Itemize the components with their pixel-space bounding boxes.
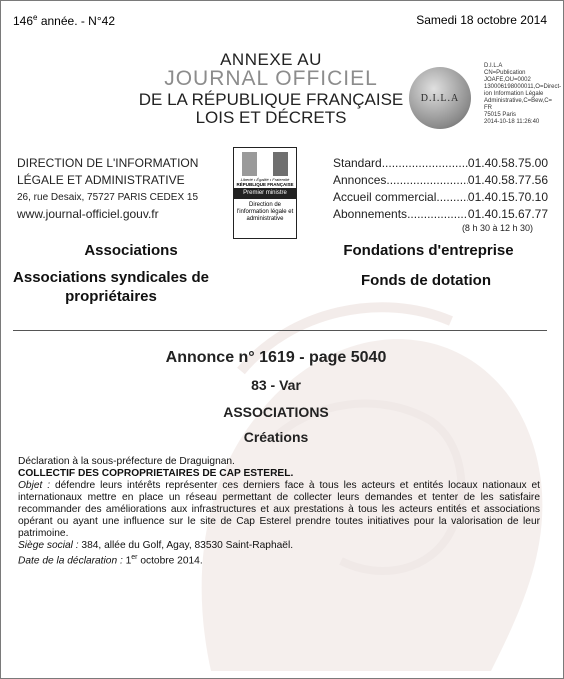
title-line-annexe: ANNEXE AU xyxy=(220,50,322,69)
tricolor-flag-icon xyxy=(242,152,288,176)
siege-label: Siège social : xyxy=(18,540,79,551)
contact-row: Accueil commercial ..... 01.40.15.70.10 xyxy=(333,189,548,206)
title-line-lois: LOIS ET DÉCRETS xyxy=(195,108,347,127)
department: 83 - Var xyxy=(251,377,301,393)
siege-text: 384, allée du Golf, Agay, 83530 Saint-Raphaël. xyxy=(78,540,294,551)
logo-motto: Liberté • Égalité • Fraternité xyxy=(240,177,290,182)
subsection-heading: Créations xyxy=(243,429,309,445)
contact-row: Annonces ..... 01.40.58.77.56 xyxy=(333,172,548,189)
siege-line xyxy=(18,540,540,552)
title-line-republique: DE LA RÉPUBLIQUE FRANÇAISE xyxy=(138,90,404,109)
seal-text: D.I.L.A xyxy=(420,92,460,104)
objet-text: défendre leurs intérêts représenter ces derniers face à tous les acteurs et entités locaux nationaux et internationaux mettre en place un réseau permettant de collecter leurs demandes et tenter de les satisfaire recommander des améliorations aux infrastructures et aux prestations à tous les acteurs entités et associations opérant ou ayant une influence sur le site de Cap Esterel prendre toutes initiatives pour la valorisation de leur patrimoine. xyxy=(18,480,540,539)
date-line: Date de la déclaration : 1er octobre 2014. xyxy=(18,554,203,567)
category-dotation: Fonds de dotation xyxy=(361,272,491,289)
category-fondations: Fondations d'entreprise xyxy=(343,242,514,259)
phone-number: 01.40.58.75.00 xyxy=(467,156,548,170)
section-heading: ASSOCIATIONS xyxy=(223,404,329,420)
objet-label: Objet : xyxy=(18,480,51,491)
issue-date: Samedi 18 octobre 2014 xyxy=(416,13,547,27)
premier-ministre-logo-icon xyxy=(233,147,297,239)
direction-line1: DIRECTION DE L'INFORMATION xyxy=(17,156,199,170)
title-line-journal: JOURNAL OFFICIEL xyxy=(164,67,378,90)
dila-seal-icon xyxy=(409,67,471,129)
phone-number: 01.40.15.70.10 xyxy=(467,190,548,204)
website-link[interactable]: www.journal-officiel.gouv.fr xyxy=(17,207,159,221)
logo-dila: Direction de l'information légale et administrative xyxy=(236,202,294,222)
contact-row: Standard ..... 01.40.58.75.00 xyxy=(333,155,548,172)
association-name: COLLECTIF DES COPROPRIETAIRES DE CAP ESTEREL. xyxy=(18,468,294,479)
announcement-body xyxy=(18,456,540,567)
office-hours: (8 h 30 à 12 h 30) xyxy=(461,223,533,233)
phone-number: 01.40.58.77.56 xyxy=(467,173,548,187)
direction-line2: LÉGALE ET ADMINISTRATIVE xyxy=(17,173,185,187)
direction-address: 26, rue Desaix, 75727 PARIS CEDEX 15 xyxy=(17,192,199,203)
divider xyxy=(13,330,547,331)
direction-info xyxy=(17,155,202,223)
logo-republic: RÉPUBLIQUE FRANÇAISE xyxy=(236,182,294,187)
contact-row: Abonnements ..... 01.40.15.67.77 xyxy=(333,206,548,223)
announcement-title: Annonce n° 1619 - page 5040 xyxy=(165,349,387,366)
declaration-line: Déclaration à la sous-préfecture de Draguignan. xyxy=(18,456,235,467)
date-label: Date de la déclaration : xyxy=(18,555,123,567)
contact-list xyxy=(333,155,548,234)
logo-premier: Premier ministre xyxy=(234,188,296,199)
objet-paragraph xyxy=(18,480,540,540)
phone-number: 01.40.15.67.77 xyxy=(467,207,548,221)
category-associations: Associations xyxy=(84,242,178,259)
category-syndicales: Associations syndicales de propriétaires xyxy=(13,269,209,305)
issue-number: 146e année. - N°42 xyxy=(13,13,115,28)
digital-signature: D.I.L.A CN=Publication JOAFE,OU=0002 130006198000011,O=Direct- ion Information Légale Administrative,C=Bew,C= FR 75015 Paris 2014-10-18 11:26:40 xyxy=(484,63,562,125)
journal-title xyxy=(121,51,421,126)
